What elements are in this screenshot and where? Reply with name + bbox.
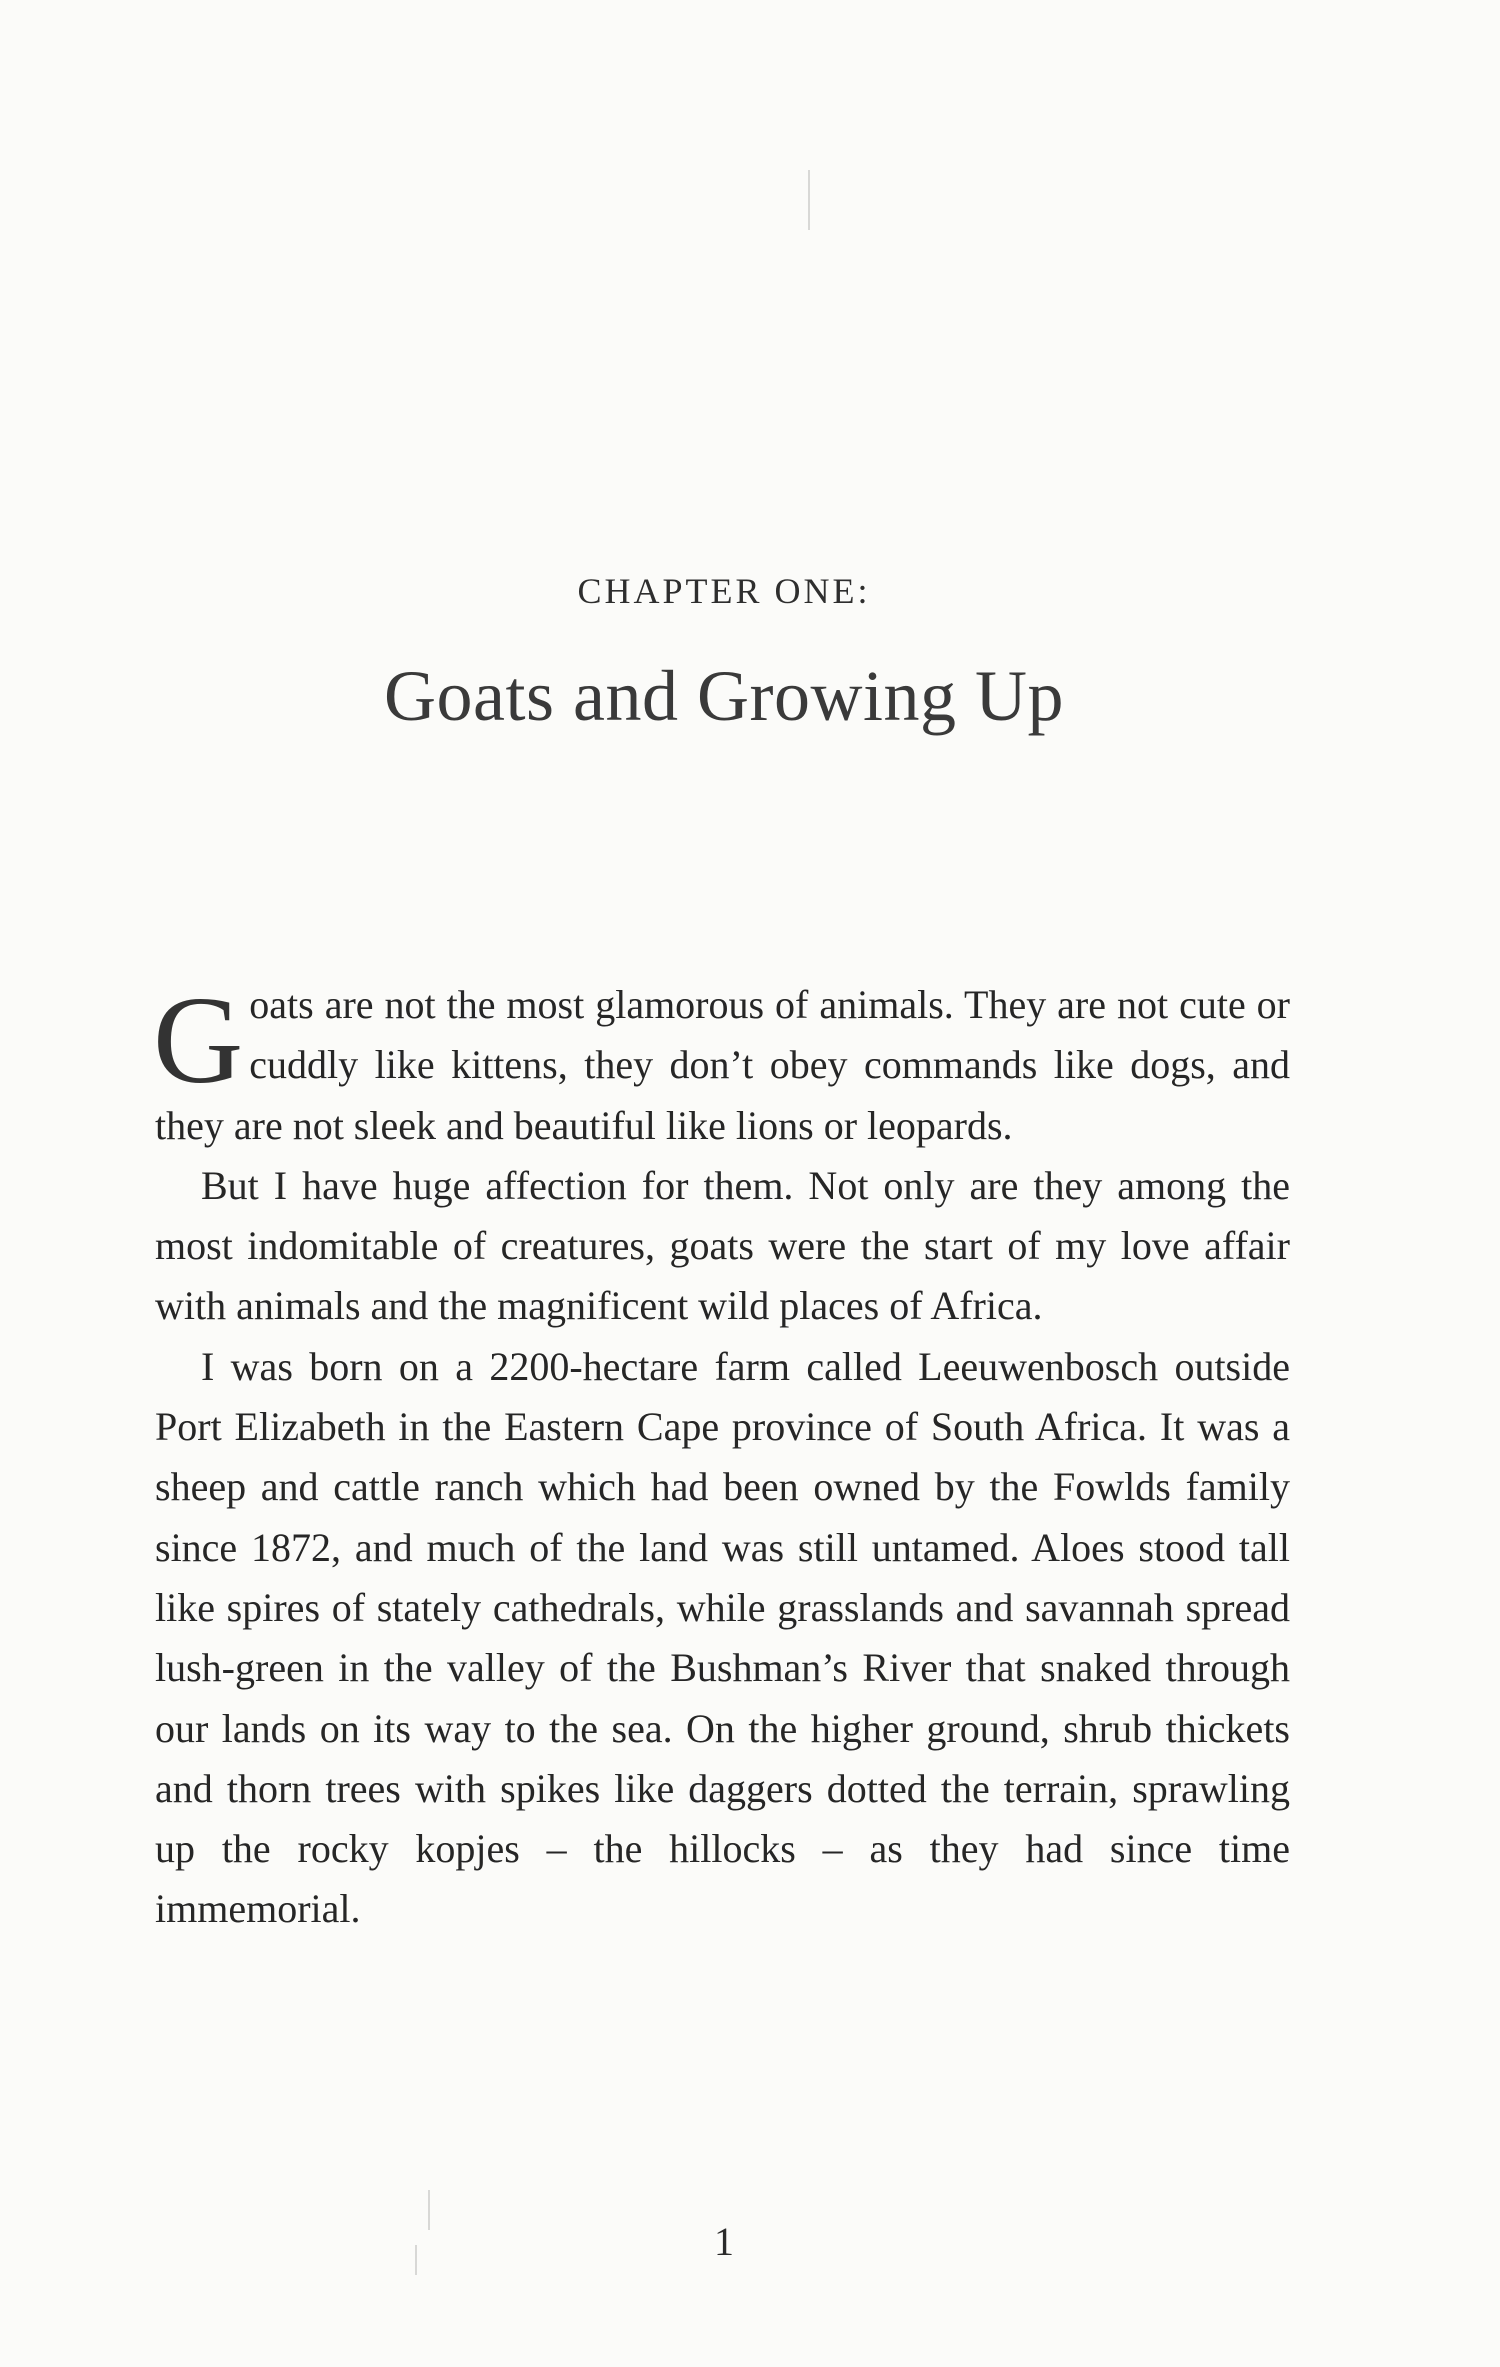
chapter-body — [153, 972, 1290, 1940]
paragraph-1-text: oats are not the most glamorous of animals. They are not cute or cuddly like kittens, they don’t obey commands like dogs, and they are not sleek and beautiful like lions or leopards. — [155, 982, 1290, 1148]
paragraph-2: But I have huge affection for them. Not only are they among the most indomitable of creatures, goats were the start of my love affair with animals and the magnificent wild places of Africa. — [155, 1162, 1290, 1329]
paragraph-1 — [153, 972, 1290, 1156]
chapter-label: CHAPTER ONE: — [577, 571, 871, 611]
scan-artifact — [808, 170, 810, 230]
chapter-title: Goats and Growing Up — [384, 656, 1064, 736]
page-number: 1 — [714, 2219, 734, 2264]
paragraph-3: I was born on a 2200-hectare farm called Leeuwenbosch outside Port Elizabeth in the Eastern Cape province of South Africa. It was a sheep and cattle ranch which had been owned by the Fowlds family since 1872, and much of the land was still untamed. Aloes stood tall like spires of stately cathedrals, while grasslands and savannah spread lush-green in the valley of the Bushman’s River that snaked through our lands on its way to the sea. On the higher ground, shrub thickets and thorn trees with spikes like daggers dotted the terrain, sprawling up the rocky kopjes – the hillocks – as they had since time immemorial. — [155, 1343, 1290, 1932]
drop-cap: G — [153, 972, 244, 1110]
